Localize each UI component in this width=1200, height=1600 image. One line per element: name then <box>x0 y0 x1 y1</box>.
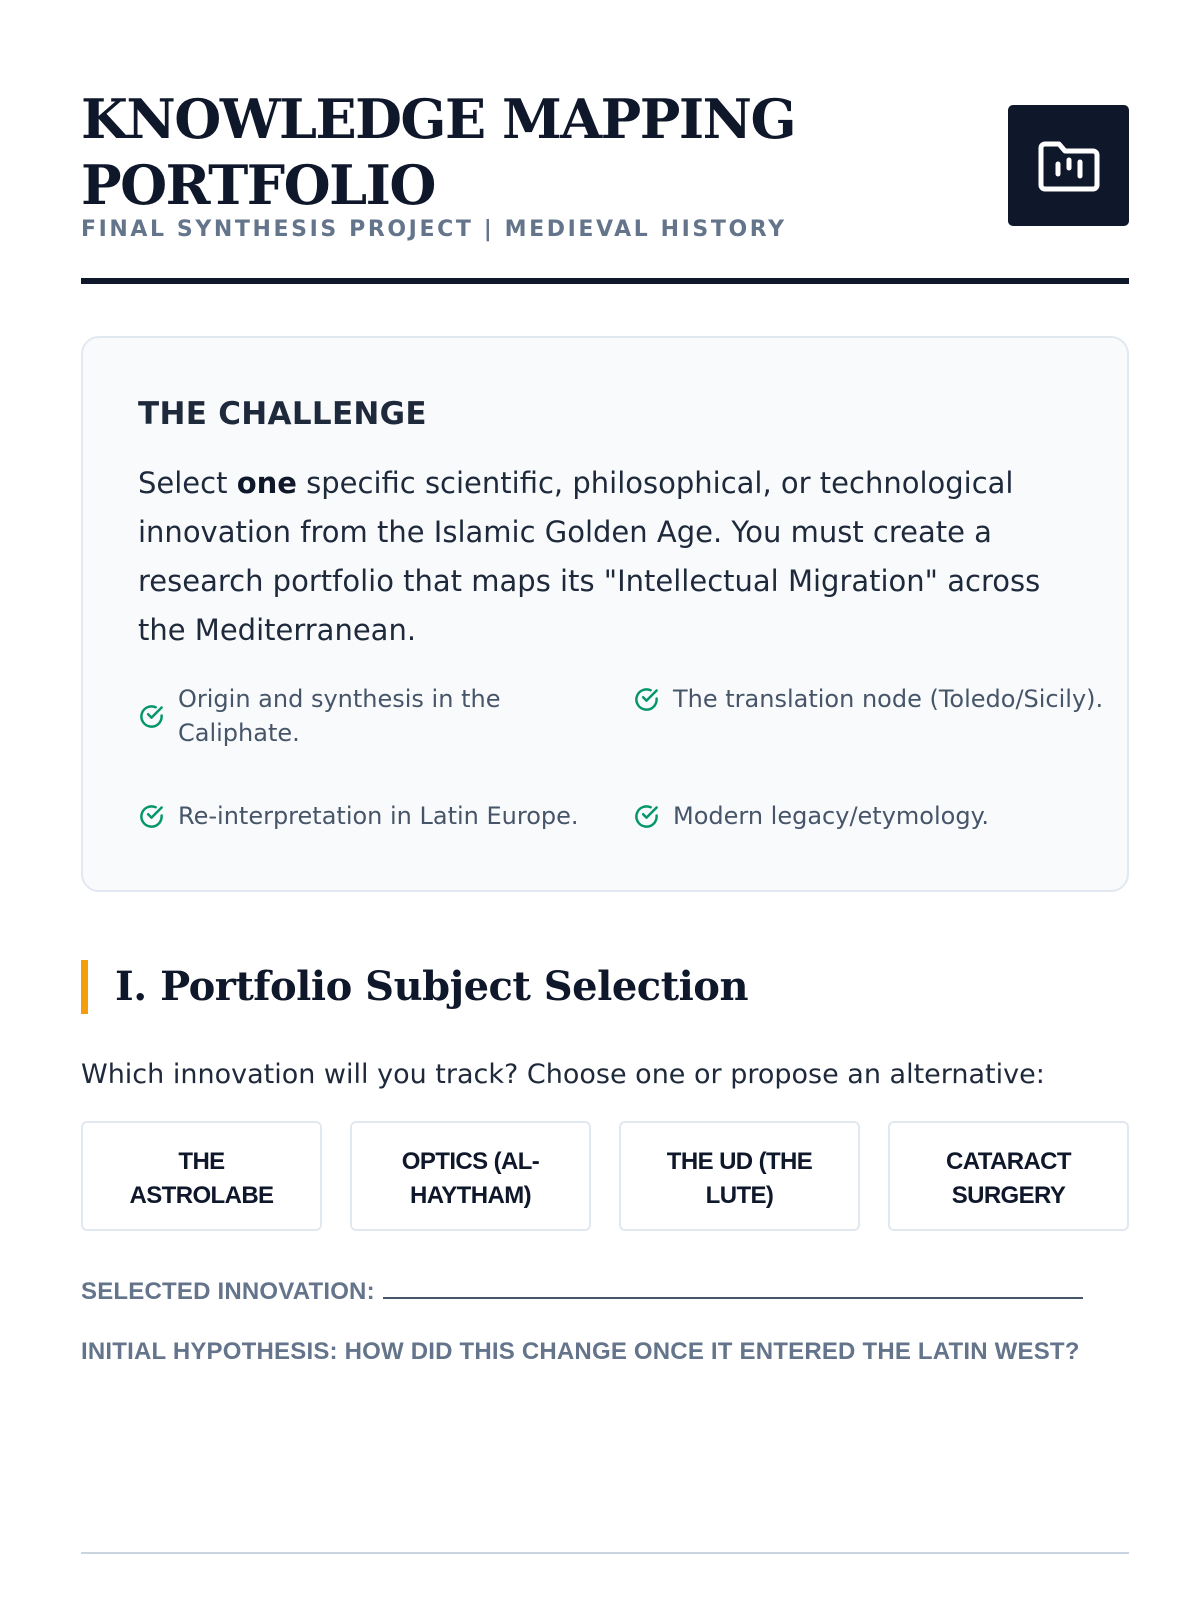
divider <box>81 1552 1129 1554</box>
criterion-text: Origin and synthesis in the Caliphate. <box>178 685 501 747</box>
challenge-text-emphasis: one <box>236 466 297 500</box>
option-optics[interactable] <box>350 1121 591 1231</box>
check-circle-icon <box>633 803 660 830</box>
option-ud[interactable] <box>619 1121 860 1231</box>
criterion-item <box>138 799 598 833</box>
check-circle-icon <box>138 703 165 730</box>
criterion-item <box>633 799 1063 833</box>
option-cataract-surgery[interactable] <box>888 1121 1129 1231</box>
page-subtitle: FINAL SYNTHESIS PROJECT | MEDIEVAL HISTORY <box>81 217 787 242</box>
check-circle-icon <box>138 803 165 830</box>
page-title: KNOWLEDGE MAPPING PORTFOLIO <box>81 87 796 217</box>
challenge-text-rest: specific scientific, philosophical, or technological innovation from the Islamic Golden Age. You must create a research portfolio that maps its "Intellectual Migration" across the Mediterranean. <box>138 466 1041 647</box>
criterion-text: Re-interpretation in Latin Europe. <box>178 802 579 830</box>
check-circle-icon <box>633 686 660 713</box>
option-label: THE ASTROLABE <box>129 1148 274 1209</box>
option-label: CATARACT SURGERY <box>946 1148 1071 1209</box>
challenge-text-start: Select <box>138 466 237 500</box>
criterion-item <box>138 682 568 750</box>
challenge-description <box>138 459 1083 655</box>
section-title: I. Portfolio Subject Selection <box>115 963 749 1010</box>
option-label: THE UD (THE LUTE) <box>666 1148 813 1209</box>
page-header <box>81 86 1129 284</box>
folder-chart-icon <box>1008 105 1129 226</box>
option-astrolabe[interactable] <box>81 1121 322 1231</box>
selection-prompt: Which innovation will you track? Choose one or propose an alternative: <box>81 1059 1045 1090</box>
criterion-text: The translation node (Toledo/Sicily). <box>673 685 1104 713</box>
criterion-item <box>633 682 1113 716</box>
challenge-card <box>81 336 1129 892</box>
criterion-text: Modern legacy/etymology. <box>673 802 989 830</box>
selected-innovation-label: SELECTED INNOVATION: <box>81 1278 375 1305</box>
selected-innovation-field <box>81 1278 1083 1306</box>
section-accent-bar <box>81 960 88 1014</box>
selected-innovation-input[interactable] <box>383 1279 1083 1299</box>
hypothesis-label: INITIAL HYPOTHESIS: HOW DID THIS CHANGE ONCE IT ENTERED THE LATIN WEST? <box>81 1338 1080 1365</box>
option-label: OPTICS (AL-HAYTHAM) <box>401 1148 540 1209</box>
challenge-title: THE CHALLENGE <box>138 396 427 432</box>
